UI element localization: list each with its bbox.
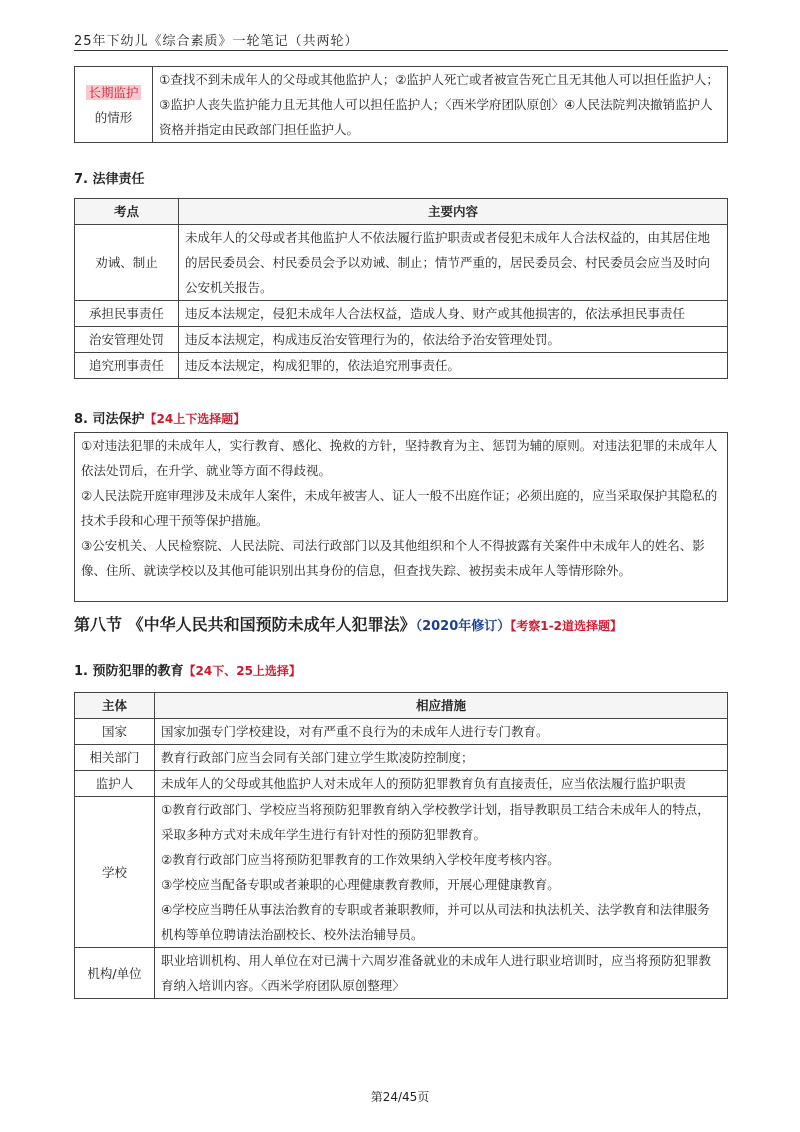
paragraph: ①对违法犯罪的未成年人，实行教育、感化、挽救的方针，坚持教育为主、惩罚为辅的原则。对违法犯罪的未成年人依法处罚后，在升学、就业等方面不得歧视。 — [81, 438, 718, 478]
table-row — [75, 67, 728, 143]
legal-liability-table — [74, 198, 728, 379]
column-header: 相应措施 — [155, 693, 728, 719]
row-label: 相关部门 — [75, 745, 155, 771]
measure-item: ④学校应当聘任从事法治教育的专职或者兼职教师，并可以从司法和执法机关、法学教育和法律服务机构等单位聘请法治副校长、校外法治辅导员。 — [161, 902, 710, 942]
page-header: 25年下幼儿《综合素质》一轮笔记（共两轮） — [74, 34, 359, 49]
chapter-heading — [74, 612, 734, 635]
measure-item: ③学校应当配备专职或者兼职的心理健康教育教师，开展心理健康教育。 — [161, 877, 560, 892]
row-label: 监护人 — [75, 771, 155, 797]
section-title-8 — [74, 408, 245, 427]
measure-item: ①教育行政部门、学校应当将预防犯罪教育纳入学校教学计划，指导教职员工结合未成年人的特点，采取多种方式对未成年学生进行有针对性的预防犯罪教育。 — [161, 802, 710, 842]
row-label — [75, 67, 153, 143]
judicial-protection-box — [74, 432, 728, 602]
table-row — [75, 745, 728, 771]
table-row — [75, 225, 728, 301]
row-label: 追究刑事责任 — [75, 353, 179, 379]
row-label: 劝诫、制止 — [75, 225, 179, 301]
row-content: 职业培训机构、用人单位在对已满十六周岁准备就业的未成年人进行职业培训时，应当将预防犯罪教育纳入培训内容。〈西米学府团队原创整理〉 — [155, 948, 728, 999]
row-content: 违反本法规定，侵犯未成年人合法权益，造成人身、财产或其他损害的，依法承担民事责任 — [179, 301, 728, 327]
row-content: 国家加强专门学校建设，对有严重不良行为的未成年人进行专门教育。 — [155, 719, 728, 745]
row-content: 违反本法规定，构成犯罪的，依法追究刑事责任。 — [179, 353, 728, 379]
row-content: 未成年人的父母或其他监护人对未成年人的预防犯罪教育负有直接责任，应当依法履行监护职责 — [155, 771, 728, 797]
row-content: 违反本法规定，构成违反治安管理行为的，依法给予治安管理处罚。 — [179, 327, 728, 353]
chapter-title: 第八节 《中华人民共和国预防未成年人犯罪法》 — [74, 615, 416, 634]
table-row — [75, 353, 728, 379]
row-label-rest: 的情形 — [94, 109, 133, 125]
section-title-1 — [74, 660, 301, 679]
edition-note: （2020年修订） — [415, 619, 511, 634]
column-header: 主要内容 — [179, 199, 728, 225]
section-title-text: 1. 预防犯罪的教育 — [74, 664, 184, 679]
exam-tag: 【24下、25上选择】 — [183, 664, 301, 678]
paragraph: ③公安机关、人民检察院、人民法院、司法行政部门以及其他组织和个人不得披露有关案件中未成年人的姓名、影像、住所、就读学校以及其他可能识别出其身份的信息，但查找失踪、被拐卖未成年人等情形除外。 — [81, 538, 705, 578]
guardianship-table — [74, 66, 728, 143]
exam-tag: 【24上下选择题】 — [144, 412, 246, 426]
row-content: 教育行政部门应当会同有关部门建立学生欺凌防控制度； — [155, 745, 728, 771]
highlight-label: 长期监护 — [88, 84, 139, 100]
row-label: 学校 — [75, 797, 155, 948]
table-row — [75, 719, 728, 745]
table-row — [75, 948, 728, 999]
row-content: 未成年人的父母或者其他监护人不依法履行监护职责或者侵犯未成年人合法权益的，由其居住地的居民委员会、村民委员会予以劝诫、制止；情节严重的，居民委员会、村民委员会应当及时向公安机关报告。 — [179, 225, 728, 301]
page-number: 第24/45页 — [370, 1090, 430, 1104]
column-header: 主体 — [75, 693, 155, 719]
exam-tag: 【考察1-2道选择题】 — [510, 619, 622, 633]
section-title-7: 7. 法律责任 — [74, 172, 145, 187]
table-row — [75, 301, 728, 327]
paragraph: ②人民法院开庭审理涉及未成年人案件，未成年被害人、证人一般不出庭作证；必须出庭的，应当采取保护其隐私的技术手段和心理干预等保护措施。 — [81, 488, 718, 528]
row-content — [155, 797, 728, 948]
column-header: 考点 — [75, 199, 179, 225]
table-row — [75, 797, 728, 948]
row-label: 国家 — [75, 719, 155, 745]
table-row — [75, 327, 728, 353]
row-content: ①查找不到未成年人的父母或其他监护人；②监护人死亡或者被宣告死亡且无其他人可以担任监护人；③监护人丧失监护能力且无其他人可以担任监护人；〈西米学府团队原创〉④人民法院判决撤销监护人资格并指定由民政部门担任监护人。 — [153, 67, 728, 143]
row-label: 治安管理处罚 — [75, 327, 179, 353]
measure-item: ②教育行政部门应当将预防犯罪教育的工作效果纳入学校年度考核内容。 — [161, 852, 560, 867]
prevention-education-table — [74, 692, 728, 999]
table-row — [75, 771, 728, 797]
row-label: 机构/单位 — [75, 948, 155, 999]
section-title-text: 8. 司法保护 — [74, 412, 145, 427]
row-label: 承担民事责任 — [75, 301, 179, 327]
header-divider — [74, 50, 728, 51]
